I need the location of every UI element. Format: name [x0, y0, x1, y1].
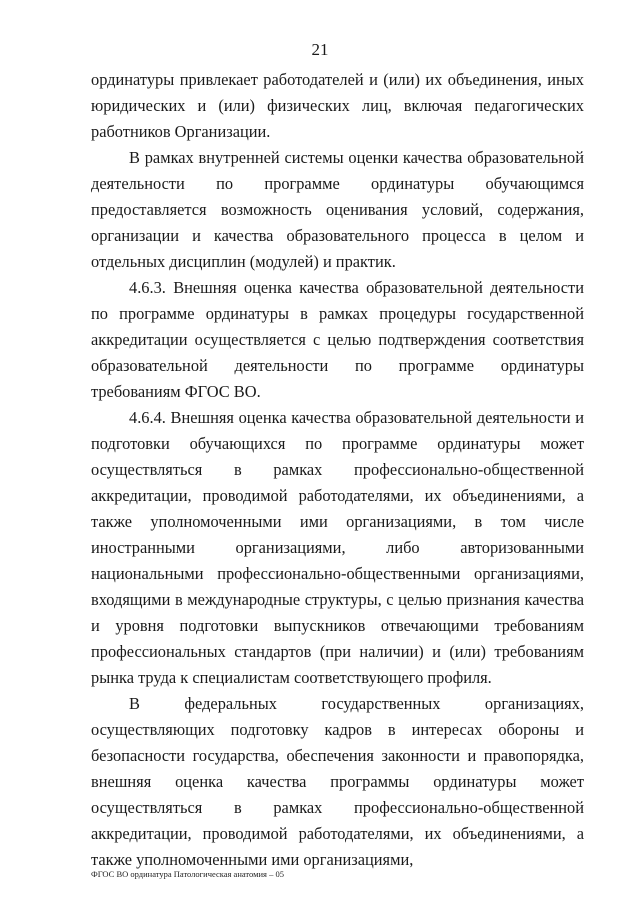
page-footer: ФГОС ВО ординатура Патологическая анатомия – 05	[91, 869, 284, 879]
paragraph-4-6-4: 4.6.4. Внешняя оценка качества образовательной деятельности и подготовки обучающихся по программе ординатуры может осуществляться в рамках профессионально-общественной аккредитации, проводимой работодателями, их объединениями, а также уполномоченными ими организациями, в том числе иностранными организациями, либо авторизованными национальными профессионально-общественными организациями, входящими в международные структуры, с целью признания качества и уровня подготовки выпускников отвечающими требованиям профессиональных стандартов (при наличии) и (или) требованиям рынка труда к специалистам соответствующего профиля.	[91, 408, 584, 687]
body-text	[91, 67, 584, 873]
paragraph-federal-organizations: В федеральных государственных организациях, осуществляющих подготовку кадров в интересах обороны и безопасности государства, обеспечения законности и правопорядка, внешняя оценка качества программы ординатуры может осуществляться в рамках профессионально-общественной аккредитации, проводимой работодателями, их объединениями, а также уполномоченными ими организациями,	[91, 694, 584, 869]
paragraph-4-6-3: 4.6.3. Внешняя оценка качества образовательной деятельности по программе ординатуры в рамках процедуры государственной аккредитации осуществляется с целью подтверждения соответствия образовательной деятельности по программе ординатуры требованиям ФГОС ВО.	[91, 278, 584, 401]
paragraph-continuation: ординатуры привлекает работодателей и (или) их объединения, иных юридических и (или) физических лиц, включая педагогических работников Организации.	[91, 70, 584, 141]
page-number: 21	[311, 40, 329, 59]
paragraph-internal-assessment: В рамках внутренней системы оценки качества образовательной деятельности по программе ординатуры обучающимся предоставляется возможность оценивания условий, содержания, организации и качества образовательного процесса в целом и отдельных дисциплин (модулей) и практик.	[91, 148, 584, 271]
